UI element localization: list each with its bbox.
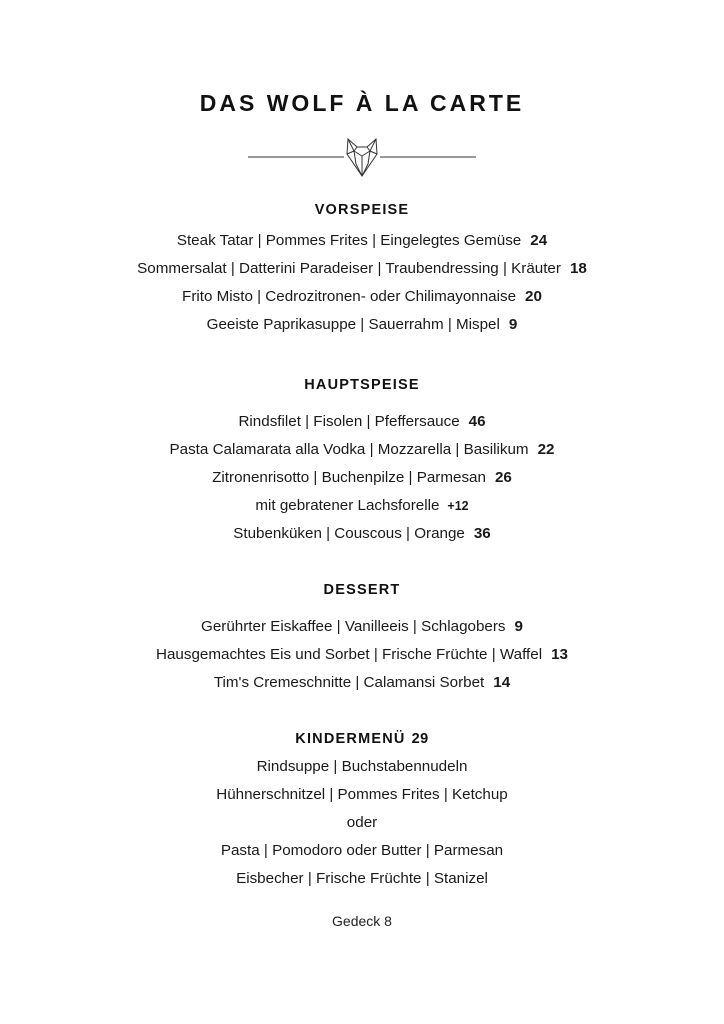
- section-heading: [0, 725, 724, 753]
- wolf-logo-icon: [246, 134, 478, 180]
- cover-charge-note: Gedeck 8: [332, 913, 392, 929]
- menu-item: [0, 283, 724, 311]
- dish-price: 24: [530, 232, 548, 249]
- menu-line: Eisbecher | Frische Früchte | Stanizel: [236, 870, 488, 887]
- section-kindermenue: [0, 725, 724, 893]
- menu-item: [0, 641, 724, 669]
- menu-item: [0, 464, 724, 492]
- dish-price: 13: [551, 646, 568, 663]
- section-heading: VORSPEISE: [314, 202, 410, 218]
- menu-item: [0, 311, 724, 339]
- dish-price: +12: [447, 499, 469, 513]
- section-heading: HAUPTSPEISE: [304, 377, 420, 393]
- dish-name: Rindsfilet | Fisolen | Pfeffersauce: [238, 413, 460, 430]
- dish-name: Hausgemachtes Eis und Sorbet | Frische Früchte | Waffel: [156, 646, 543, 663]
- dish-name: Sommersalat | Datterini Paradeiser | Traubendressing | Kräuter: [137, 260, 561, 277]
- dish-name: Steak Tatar | Pommes Frites | Eingelegtes Gemüse: [176, 232, 522, 249]
- dish-name: Frito Misto | Cedrozitronen- oder Chilimayonnaise: [182, 288, 517, 305]
- dish-price: 46: [468, 413, 486, 430]
- dish-name: mit gebratener Lachsforelle: [255, 497, 440, 514]
- section-vorspeise: [0, 196, 724, 339]
- menu-line: Pasta | Pomodoro oder Butter | Parmesan: [220, 842, 504, 859]
- dish-price: 22: [537, 441, 555, 458]
- menu-item: [0, 227, 724, 255]
- menu-item: [0, 669, 724, 697]
- kindermenue-title: KINDERMENÜ: [295, 731, 406, 747]
- section-dessert: [0, 576, 724, 697]
- dish-price: 14: [493, 674, 511, 691]
- dish-price: 36: [473, 525, 491, 542]
- menu-line: Hühnerschnitzel | Pommes Frites | Ketchup: [216, 786, 508, 803]
- dish-price: 26: [494, 469, 512, 486]
- dish-name: Stubenküken | Couscous | Orange: [233, 525, 465, 542]
- menu-item: [0, 408, 724, 436]
- dish-price: 20: [525, 288, 542, 305]
- menu-item: [0, 520, 724, 548]
- menu-item: [0, 255, 724, 283]
- page-title: DAS WOLF À LA CARTE: [199, 90, 525, 116]
- kindermenue-price: 29: [411, 731, 429, 747]
- menu-item: [0, 436, 724, 464]
- dish-name: Zitronenrisotto | Buchenpilze | Parmesan: [212, 469, 486, 486]
- menu-line: oder: [346, 814, 378, 831]
- section-heading: DESSERT: [323, 582, 401, 598]
- dish-price: 9: [508, 316, 518, 333]
- section-hauptspeise: [0, 371, 724, 548]
- menu-line: Rindsuppe | Buchstabennudeln: [256, 758, 468, 775]
- menu-item: [0, 613, 724, 641]
- dish-price: 18: [569, 260, 587, 277]
- dish-name: Geeiste Paprikasuppe | Sauerrahm | Mispel: [206, 316, 500, 333]
- dish-name: Tim's Cremeschnitte | Calamansi Sorbet: [213, 674, 485, 691]
- dish-price: 9: [514, 618, 523, 635]
- menu-item-addon: [0, 492, 724, 520]
- dish-name: Gerührter Eiskaffee | Vanilleeis | Schlagobers: [201, 618, 506, 635]
- dish-name: Pasta Calamarata alla Vodka | Mozzarella | Basilikum: [169, 441, 529, 458]
